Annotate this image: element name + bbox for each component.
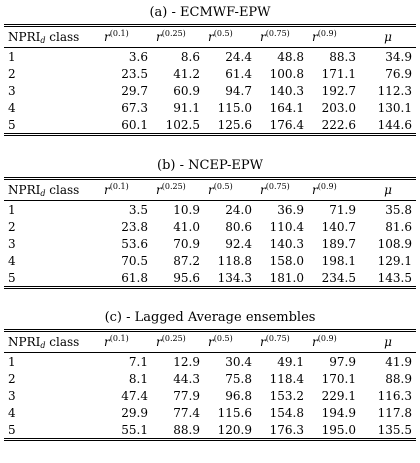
header-mu: μ <box>360 331 416 353</box>
cell: 76.9 <box>385 66 412 81</box>
cell: 80.6 <box>225 219 252 234</box>
cell: 198.1 <box>321 253 356 268</box>
header-class: $NPRI_d$ class <box>4 331 100 353</box>
cell: 108.9 <box>377 236 412 251</box>
cell: 81.6 <box>385 219 412 234</box>
table-row <box>4 387 416 404</box>
cell: 88.9 <box>385 371 412 386</box>
cell-class: 1 <box>8 49 16 64</box>
cell: 34.9 <box>385 49 412 64</box>
header-r-0.9: $r^{(0.9)}$ <box>308 26 360 48</box>
header-r-0.25: $r^{(0.25)}$ <box>152 26 204 48</box>
header-r-0.1: $r^{(0.1)}$ <box>100 331 152 353</box>
header-class: $NPRI_d$ class <box>4 179 100 201</box>
cell: 61.4 <box>225 66 252 81</box>
cell: 87.2 <box>173 253 200 268</box>
header-r-0.75: $r^{(0.75)}$ <box>256 26 308 48</box>
cell: 60.9 <box>173 83 200 98</box>
cell: 170.1 <box>321 371 356 386</box>
header-r-0.5: $r^{(0.5)}$ <box>204 26 256 48</box>
table-block-a <box>4 0 416 136</box>
cell: 97.9 <box>329 354 356 369</box>
cell: 134.3 <box>204 269 256 288</box>
cell-class: 3 <box>8 388 16 403</box>
cell: 234.5 <box>308 269 360 288</box>
cell: 176.4 <box>256 116 308 135</box>
table-row <box>4 82 416 99</box>
cell: 140.7 <box>321 219 356 234</box>
cell: 102.5 <box>152 116 204 135</box>
cell-class: 2 <box>8 371 16 386</box>
header-mu: μ <box>360 26 416 48</box>
cell: 192.7 <box>321 83 356 98</box>
header-r-0.25: $r^{(0.25)}$ <box>152 179 204 201</box>
cell: 129.1 <box>377 253 412 268</box>
cell: 48.8 <box>277 49 304 64</box>
table-row <box>4 421 416 440</box>
cell-class: 1 <box>8 202 16 217</box>
cell: 8.1 <box>128 371 148 386</box>
cell: 3.5 <box>128 202 148 217</box>
cell: 222.6 <box>308 116 360 135</box>
cell: 118.4 <box>269 371 304 386</box>
cell: 115.6 <box>217 405 252 420</box>
cell: 143.5 <box>360 269 416 288</box>
cell: 112.3 <box>377 83 412 98</box>
cell-class: 3 <box>8 83 16 98</box>
table-caption: (b) - NCEP-EPW <box>157 158 263 173</box>
cell: 203.0 <box>321 100 356 115</box>
cell-class: 5 <box>4 421 100 440</box>
header-r-0.25: $r^{(0.25)}$ <box>152 331 204 353</box>
cell: 144.6 <box>360 116 416 135</box>
table-row <box>4 370 416 387</box>
cell: 120.9 <box>204 421 256 440</box>
cell: 24.4 <box>225 49 252 64</box>
cell: 10.9 <box>173 202 200 217</box>
cell: 47.4 <box>121 388 148 403</box>
header-r-0.5: $r^{(0.5)}$ <box>204 179 256 201</box>
cell: 23.8 <box>121 219 148 234</box>
cell: 94.7 <box>225 83 252 98</box>
cell-class: 3 <box>8 236 16 251</box>
cell: 181.0 <box>256 269 308 288</box>
cell: 61.8 <box>100 269 152 288</box>
cell-class: 5 <box>4 116 100 135</box>
table-row <box>4 404 416 421</box>
cell: 229.1 <box>321 388 356 403</box>
results-table <box>4 24 416 136</box>
cell: 3.6 <box>128 49 148 64</box>
cell: 12.9 <box>173 354 200 369</box>
cell: 153.2 <box>269 388 304 403</box>
results-table <box>4 177 416 289</box>
header-r-0.9: $r^{(0.9)}$ <box>308 179 360 201</box>
header-r-0.75: $r^{(0.75)}$ <box>256 179 308 201</box>
cell: 88.3 <box>329 49 356 64</box>
cell: 75.8 <box>225 371 252 386</box>
cell: 44.3 <box>173 371 200 386</box>
cell: 164.1 <box>269 100 304 115</box>
header-r-0.1: $r^{(0.1)}$ <box>100 26 152 48</box>
table-row <box>4 218 416 235</box>
cell-class: 2 <box>8 66 16 81</box>
header-r-0.5: $r^{(0.5)}$ <box>204 331 256 353</box>
cell: 36.9 <box>277 202 304 217</box>
cell: 41.9 <box>385 354 412 369</box>
cell: 130.1 <box>377 100 412 115</box>
cell: 41.0 <box>173 219 200 234</box>
header-r-0.75: $r^{(0.75)}$ <box>256 331 308 353</box>
cell: 29.7 <box>121 83 148 98</box>
cell: 118.8 <box>217 253 252 268</box>
table-row <box>4 99 416 116</box>
cell-class: 4 <box>8 100 16 115</box>
cell: 154.8 <box>269 405 304 420</box>
table-row <box>4 235 416 252</box>
cell: 77.4 <box>173 405 200 420</box>
cell: 194.9 <box>321 405 356 420</box>
results-table <box>4 329 416 441</box>
cell: 195.0 <box>308 421 360 440</box>
cell: 88.9 <box>152 421 204 440</box>
header-mu: μ <box>360 179 416 201</box>
cell: 8.6 <box>180 49 200 64</box>
cell: 60.1 <box>100 116 152 135</box>
table-block-b <box>4 153 416 289</box>
cell: 77.9 <box>173 388 200 403</box>
cell: 171.1 <box>321 66 356 81</box>
cell: 35.8 <box>385 202 412 217</box>
cell: 176.3 <box>256 421 308 440</box>
cell: 49.1 <box>277 354 304 369</box>
cell: 71.9 <box>329 202 356 217</box>
cell-class: 2 <box>8 219 16 234</box>
table-row <box>4 65 416 82</box>
cell: 158.0 <box>269 253 304 268</box>
cell: 125.6 <box>204 116 256 135</box>
cell: 55.1 <box>100 421 152 440</box>
table-block-c <box>4 305 416 441</box>
cell: 140.3 <box>269 236 304 251</box>
cell: 29.9 <box>121 405 148 420</box>
cell: 115.0 <box>217 100 252 115</box>
cell: 100.8 <box>269 66 304 81</box>
cell: 95.6 <box>152 269 204 288</box>
cell: 41.2 <box>173 66 200 81</box>
cell-class: 5 <box>4 269 100 288</box>
cell: 70.5 <box>121 253 148 268</box>
header-class: $NPRI_d$ class <box>4 26 100 48</box>
cell: 117.8 <box>377 405 412 420</box>
cell-class: 4 <box>8 405 16 420</box>
header-r-0.9: $r^{(0.9)}$ <box>308 331 360 353</box>
cell: 96.8 <box>225 388 252 403</box>
cell: 140.3 <box>269 83 304 98</box>
table-caption: (c) - Lagged Average ensembles <box>104 310 316 325</box>
cell-class: 4 <box>8 253 16 268</box>
cell: 135.5 <box>360 421 416 440</box>
cell: 53.6 <box>121 236 148 251</box>
header-row <box>4 179 416 201</box>
table-row <box>4 48 416 66</box>
cell: 116.3 <box>377 388 412 403</box>
cell-class: 1 <box>8 354 16 369</box>
cell: 30.4 <box>225 354 252 369</box>
table-row <box>4 353 416 371</box>
cell: 23.5 <box>121 66 148 81</box>
header-row <box>4 26 416 48</box>
table-row <box>4 116 416 135</box>
cell: 91.1 <box>173 100 200 115</box>
table-row <box>4 269 416 288</box>
header-r-0.1: $r^{(0.1)}$ <box>100 179 152 201</box>
table-row <box>4 201 416 219</box>
cell: 110.4 <box>269 219 304 234</box>
cell: 7.1 <box>128 354 148 369</box>
table-caption: (a) - ECMWF-EPW <box>149 5 271 20</box>
cell: 70.9 <box>173 236 200 251</box>
cell: 67.3 <box>121 100 148 115</box>
cell: 92.4 <box>225 236 252 251</box>
header-row <box>4 331 416 353</box>
cell: 189.7 <box>321 236 356 251</box>
table-row <box>4 252 416 269</box>
cell: 24.0 <box>225 202 252 217</box>
